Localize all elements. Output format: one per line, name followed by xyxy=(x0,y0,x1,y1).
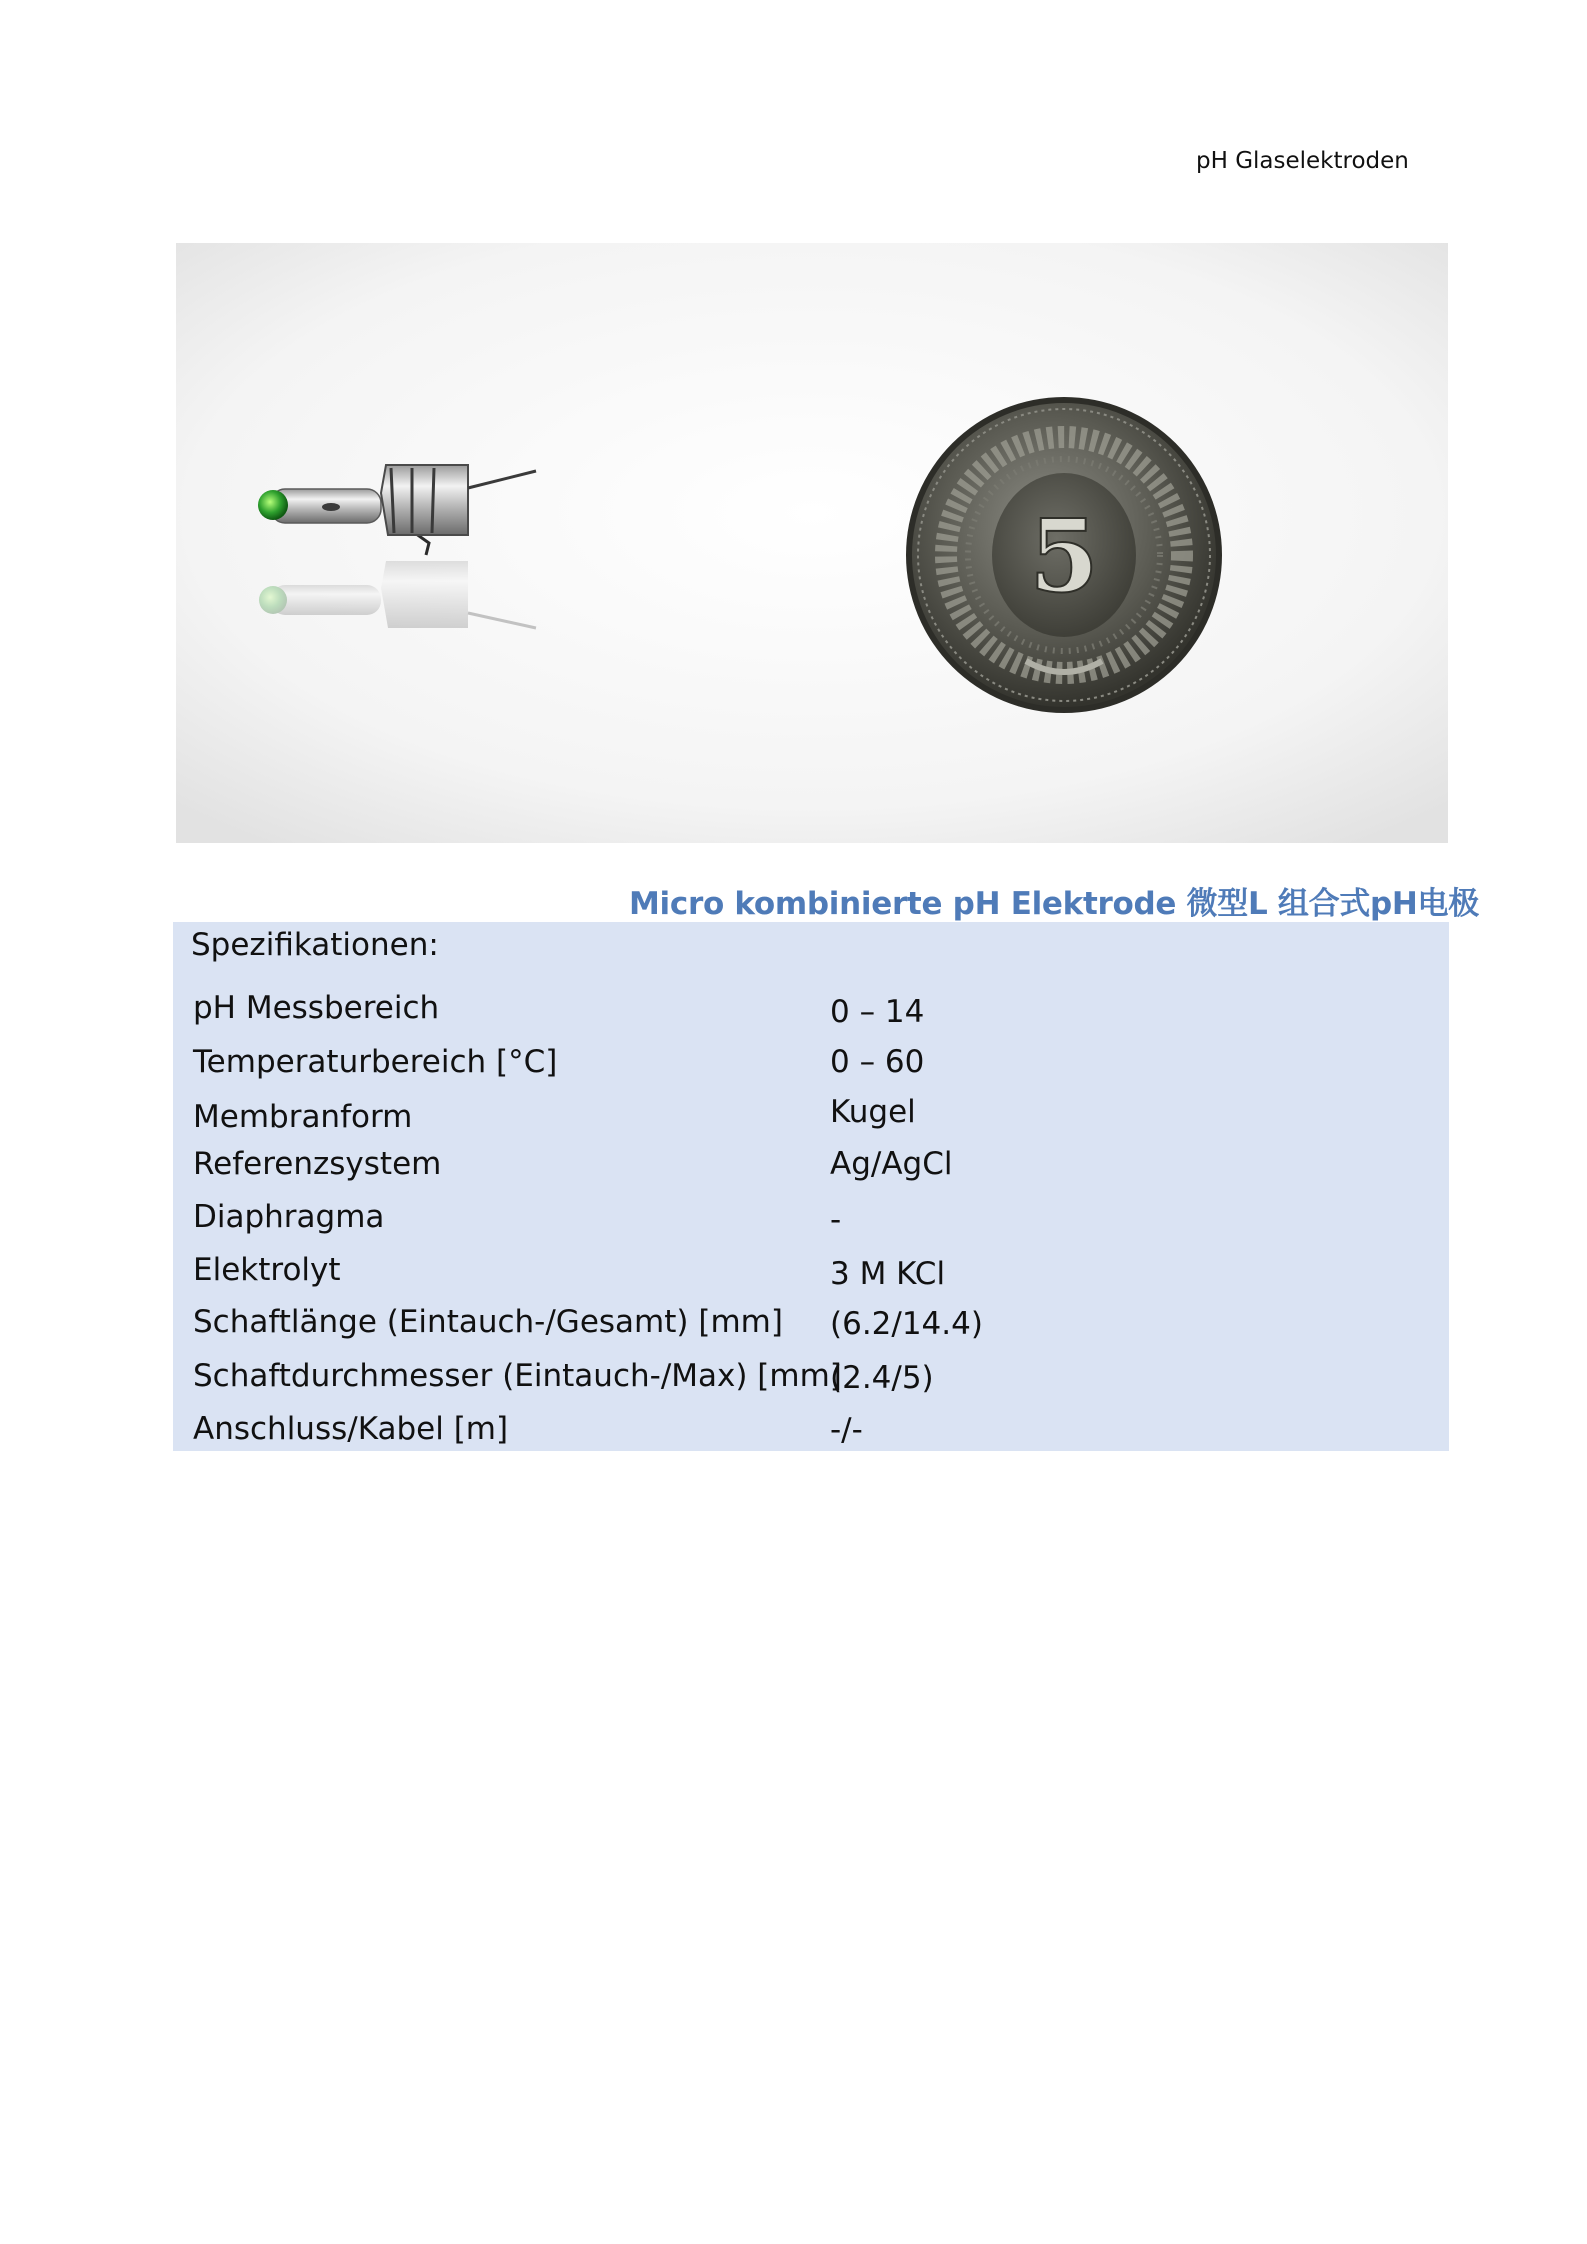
spec-label-temperature: Temperaturbereich [°C] xyxy=(193,1044,558,1080)
specification-table xyxy=(173,922,1449,1451)
product-photo-illustration xyxy=(176,243,1448,843)
product-title: Micro kombinierte pH Elektrode 微型L 组合式pH电极 xyxy=(629,886,1479,922)
spec-value-temperature: 0 – 60 xyxy=(830,1044,925,1080)
spec-label-connection: Anschluss/Kabel [m] xyxy=(193,1411,509,1447)
spec-heading: Spezifikationen: xyxy=(191,927,439,963)
spec-label-shaft-diameter: Schaftdurchmesser (Eintauch-/Max) [mm] xyxy=(193,1358,842,1394)
spec-value-shaft-length: (6.2/14.4) xyxy=(830,1306,983,1342)
spec-label-membrane: Membranform xyxy=(193,1099,413,1135)
spec-label-shaft-length: Schaftlänge (Eintauch-/Gesamt) [mm] xyxy=(193,1304,783,1340)
spec-value-reference: Ag/AgCl xyxy=(830,1146,953,1182)
spec-label-diaphragm: Diaphragma xyxy=(193,1199,385,1235)
spec-value-membrane: Kugel xyxy=(830,1094,916,1130)
product-photo xyxy=(176,243,1448,843)
spec-value-ph-range: 0 – 14 xyxy=(830,994,925,1030)
spec-value-diaphragm: - xyxy=(830,1202,842,1238)
spec-value-electrolyte: 3 M KCl xyxy=(830,1256,946,1292)
spec-label-electrolyte: Elektrolyt xyxy=(193,1252,341,1288)
spec-value-connection: -/- xyxy=(830,1412,863,1448)
spec-value-shaft-diameter: (2.4/5) xyxy=(830,1360,934,1396)
page-header-label: pH Glaselektroden xyxy=(1196,148,1409,174)
spec-label-ph-range: pH Messbereich xyxy=(193,990,440,1026)
coin-image xyxy=(906,397,1222,713)
coin-digit: 5 xyxy=(1029,497,1099,615)
spec-label-reference: Referenzsystem xyxy=(193,1146,442,1182)
